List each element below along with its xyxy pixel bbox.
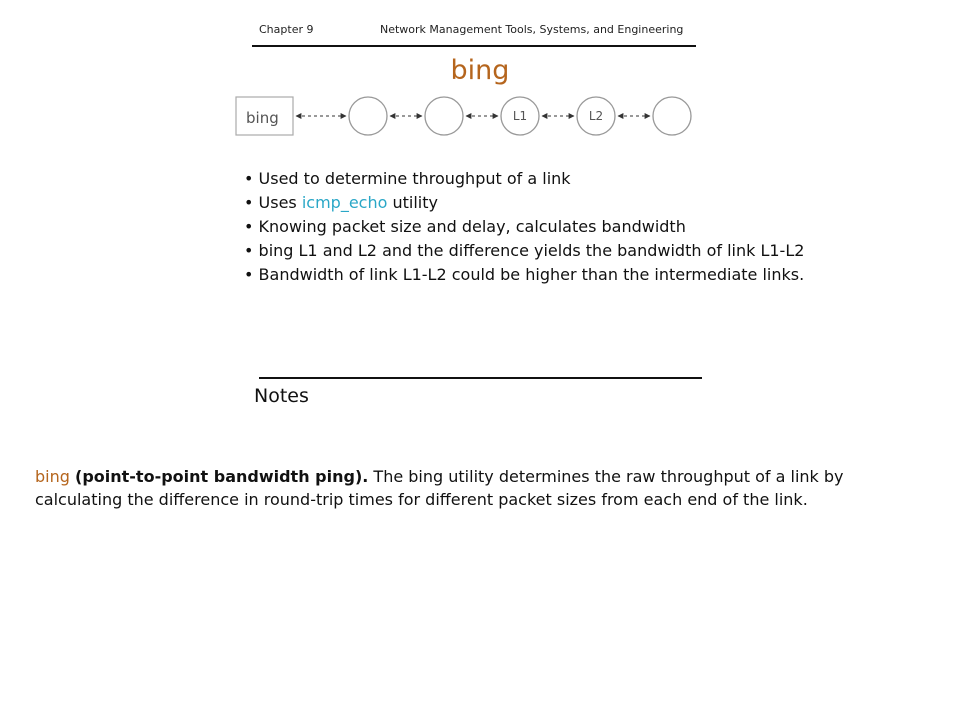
diagram-node [653,97,691,135]
notes-term-expansion: (point-to-point bandwidth ping). [75,467,369,486]
bullet-item [244,239,804,263]
bullet-marker: • [244,217,254,236]
bullet-text: Used to determine throughput of a link [258,169,571,188]
diagram-node [425,97,463,135]
diagram-node [349,97,387,135]
bullet-text: bing L1 and L2 and the difference yields the bandwidth of link L1-L2 [258,241,805,260]
notes-divider [259,377,702,379]
bullet-marker: • [244,265,254,284]
bullet-item [244,215,804,239]
notes-term: bing [35,467,70,486]
notes-label: Notes [254,385,309,407]
bullet-text-tail: utility [387,193,438,212]
bullet-text: Bandwidth of link L1-L2 could be higher than the intermediate links. [258,265,805,284]
bing-source-label: bing [246,109,279,127]
header-title: Network Management Tools, Systems, and Engineering [380,23,684,36]
bing-link-diagram [234,94,694,139]
bullet-item [244,263,804,287]
notes-body: The bing utility determines the raw throughput of a link by calculating the difference in round-trip times for different packet sizes from each end of the link. [35,467,844,509]
bullet-item [244,167,804,191]
slide-title: bing [450,55,510,86]
bullet-list [244,167,804,287]
bullet-text: Uses [258,193,302,212]
diagram-nodes [349,97,691,135]
chapter-label: Chapter 9 [259,23,314,36]
bullet-marker: • [244,193,254,212]
header-divider [252,45,696,47]
bullet-marker: • [244,169,254,188]
bullet-text: Knowing packet size and delay, calculates bandwidth [258,217,686,236]
bullet-highlight: icmp_echo [301,193,388,212]
bullet-marker: • [244,241,254,260]
diagram-node-label: L2 [588,109,604,123]
diagram-node-label: L1 [512,109,528,123]
notes-text [35,465,925,511]
bullet-item [244,191,804,215]
